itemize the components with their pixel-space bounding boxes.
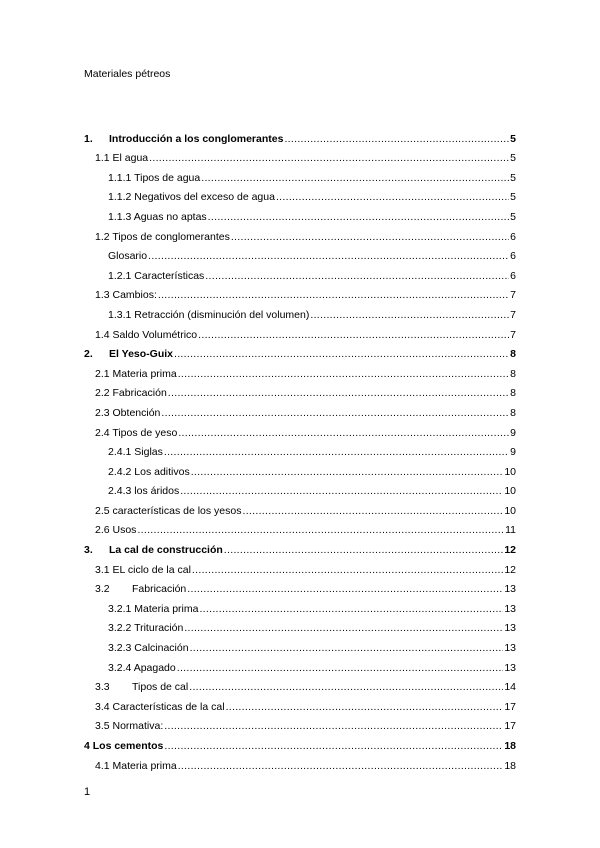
toc-entry-number: 1. bbox=[84, 132, 93, 145]
toc-entry-text: El Yeso-Guix bbox=[109, 348, 173, 361]
toc-entry-text: 1.2.1 Características bbox=[108, 269, 205, 282]
toc-entry-label bbox=[108, 172, 200, 184]
toc-entry-label bbox=[95, 583, 186, 595]
toc-entry-text: 3.5 Normativa: bbox=[95, 720, 164, 733]
toc-entry-text: 4 Los cementos bbox=[84, 740, 164, 752]
toc-entry[interactable] bbox=[84, 439, 516, 459]
toc-entry-label bbox=[95, 329, 197, 341]
toc-entry[interactable] bbox=[84, 732, 516, 752]
toc-entry-label bbox=[95, 407, 160, 419]
toc-entry-page: 18 bbox=[504, 759, 516, 772]
toc-entry-label bbox=[84, 133, 283, 145]
toc-entry-page: 10 bbox=[504, 485, 516, 498]
toc-entry[interactable] bbox=[84, 203, 516, 223]
toc-entry-text: 2.1 Materia prima bbox=[95, 367, 177, 380]
toc-dot-leader bbox=[208, 211, 509, 223]
toc-entry-page: 8 bbox=[510, 367, 516, 380]
toc-entry-label bbox=[95, 368, 177, 380]
toc-dot-leader bbox=[187, 583, 503, 595]
toc-entry-page: 7 bbox=[510, 328, 516, 341]
toc-entry[interactable] bbox=[84, 536, 516, 556]
toc-entry[interactable] bbox=[84, 654, 516, 674]
toc-entry-page: 12 bbox=[504, 563, 516, 576]
toc-dot-leader bbox=[174, 348, 509, 360]
toc-entry-label bbox=[108, 309, 309, 321]
toc-entry-label bbox=[108, 622, 183, 634]
toc-dot-leader bbox=[231, 231, 509, 243]
toc-entry-page: 5 bbox=[510, 171, 516, 184]
toc-entry-page: 12 bbox=[504, 544, 516, 557]
toc-entry-label bbox=[108, 485, 179, 497]
toc-entry-text: 2.2 Fabricación bbox=[95, 387, 167, 400]
toc-entry-text: 1.1 El agua bbox=[95, 152, 149, 165]
toc-entry-text: 3.1 EL ciclo de la cal bbox=[95, 563, 191, 576]
toc-entry-text: 2.6 Usos bbox=[95, 524, 137, 537]
toc-entry-text: 2.4 Tipos de yeso bbox=[95, 426, 178, 439]
toc-entry-label bbox=[108, 446, 163, 458]
toc-dot-leader bbox=[184, 622, 503, 634]
toc-entry-label bbox=[95, 505, 241, 517]
toc-entry-text: 1.4 Saldo Volumétrico bbox=[95, 328, 198, 341]
toc-entry-page: 6 bbox=[510, 250, 516, 263]
toc-entry-page: 8 bbox=[510, 406, 516, 419]
toc-entry[interactable] bbox=[84, 517, 516, 537]
toc-entry[interactable] bbox=[84, 360, 516, 380]
toc-entry-page: 17 bbox=[504, 700, 516, 713]
toc-entry-label bbox=[84, 544, 223, 556]
toc-entry-label bbox=[95, 152, 148, 164]
toc-dot-leader bbox=[178, 427, 509, 439]
toc-dot-leader bbox=[168, 387, 509, 399]
toc-entry-page: 18 bbox=[504, 740, 516, 752]
toc-entry-page: 6 bbox=[510, 230, 516, 243]
toc-entry[interactable] bbox=[84, 674, 516, 694]
toc-entry-text: 1.3 Cambios: bbox=[95, 289, 157, 302]
toc-entry[interactable] bbox=[84, 321, 516, 341]
toc-entry-label bbox=[108, 662, 176, 674]
toc-entry-text: 2.4.3 los áridos bbox=[108, 485, 180, 498]
toc-entry-label bbox=[108, 191, 275, 203]
toc-entry[interactable] bbox=[84, 497, 516, 517]
toc-entry-text: 1.3.1 Retracción (disminución del volumen) bbox=[108, 308, 310, 321]
toc-entry-label bbox=[95, 681, 188, 693]
toc-entry-text: 3.2.3 Calcinación bbox=[108, 642, 189, 655]
toc-entry-text: Fabricación bbox=[132, 583, 187, 596]
toc-dot-leader bbox=[180, 485, 503, 497]
toc-dot-leader bbox=[224, 544, 504, 556]
toc-entry-label bbox=[95, 701, 225, 713]
toc-entry-label bbox=[108, 270, 204, 282]
toc-entry[interactable] bbox=[84, 752, 516, 772]
toc-dot-leader bbox=[199, 603, 503, 615]
toc-entry-page: 13 bbox=[504, 602, 516, 615]
toc-dot-leader bbox=[164, 446, 509, 458]
toc-entry-label bbox=[95, 760, 177, 772]
toc-entry-text: 2.3 Obtención bbox=[95, 406, 161, 419]
toc-dot-leader bbox=[189, 681, 503, 693]
toc-entry-page: 5 bbox=[510, 191, 516, 204]
toc-dot-leader bbox=[242, 505, 503, 517]
toc-entry[interactable] bbox=[84, 301, 516, 321]
toc-entry-label bbox=[108, 603, 198, 615]
toc-entry-page: 7 bbox=[510, 289, 516, 302]
toc-dot-leader bbox=[276, 191, 509, 203]
toc-entry[interactable] bbox=[84, 693, 516, 713]
toc-entry-page: 6 bbox=[510, 269, 516, 282]
toc-entry[interactable] bbox=[84, 380, 516, 400]
toc-entry-label bbox=[95, 524, 136, 536]
toc-entry[interactable] bbox=[84, 341, 516, 361]
toc-entry-label bbox=[95, 720, 163, 732]
toc-entry-text: 1.2 Tipos de conglomerantes bbox=[95, 230, 230, 243]
toc-entry[interactable] bbox=[84, 399, 516, 419]
toc-entry-label bbox=[108, 250, 147, 262]
toc-entry-text: 1.1.2 Negativos del exceso de agua bbox=[108, 191, 275, 204]
toc-entry-page: 5 bbox=[510, 210, 516, 223]
toc-entry-page: 7 bbox=[510, 308, 516, 321]
toc-entry[interactable] bbox=[84, 634, 516, 654]
toc-dot-leader bbox=[148, 250, 509, 262]
toc-dot-leader bbox=[284, 133, 509, 145]
toc-dot-leader bbox=[177, 662, 504, 674]
toc-entry[interactable] bbox=[84, 184, 516, 204]
toc-entry-page: 13 bbox=[504, 642, 516, 655]
page-number: 1 bbox=[84, 786, 91, 798]
toc-entry[interactable] bbox=[84, 595, 516, 615]
toc-entry-text: 3.2.1 Materia prima bbox=[108, 602, 199, 615]
toc-dot-leader bbox=[149, 152, 509, 164]
toc-entry-page: 5 bbox=[510, 132, 516, 145]
toc-entry-text: 2.5 características de los yesos bbox=[95, 504, 242, 517]
toc-entry-text: Tipos de cal bbox=[132, 681, 189, 694]
toc-entry-page: 11 bbox=[505, 524, 516, 537]
toc-dot-leader bbox=[201, 172, 509, 184]
toc-entry-label bbox=[108, 466, 190, 478]
toc-dot-leader bbox=[190, 642, 504, 654]
toc-entry-number: 3.2 bbox=[95, 583, 110, 596]
toc-dot-leader bbox=[192, 564, 503, 576]
toc-entry[interactable] bbox=[84, 243, 516, 263]
toc-dot-leader bbox=[310, 309, 509, 321]
toc-entry-text: 3.2.2 Trituración bbox=[108, 622, 184, 635]
toc-entry[interactable] bbox=[84, 419, 516, 439]
toc-entry[interactable] bbox=[84, 478, 516, 498]
toc-entry-number: 2. bbox=[84, 348, 93, 361]
toc-entry[interactable] bbox=[84, 556, 516, 576]
toc-entry-page: 14 bbox=[504, 681, 516, 694]
toc-entry-page: 13 bbox=[504, 622, 516, 635]
toc-entry-label bbox=[95, 427, 177, 439]
toc-entry-label bbox=[84, 348, 173, 360]
toc-dot-leader bbox=[137, 524, 504, 536]
toc-dot-leader bbox=[158, 289, 509, 301]
toc-entry[interactable] bbox=[84, 262, 516, 282]
toc-entry-text: 1.1.3 Aguas no aptas bbox=[108, 210, 207, 223]
toc-entry-label bbox=[108, 642, 189, 654]
toc-entry-label bbox=[95, 387, 167, 399]
toc-dot-leader bbox=[161, 407, 509, 419]
toc-entry-page: 9 bbox=[510, 426, 516, 439]
toc-entry-page: 9 bbox=[510, 446, 516, 459]
toc-entry-page: 13 bbox=[504, 661, 516, 674]
toc-entry[interactable] bbox=[84, 282, 516, 302]
toc-entry[interactable] bbox=[84, 125, 516, 145]
toc-entry-text: 2.4.1 Siglas bbox=[108, 446, 163, 459]
toc-dot-leader bbox=[226, 701, 504, 713]
table-of-contents bbox=[84, 125, 516, 772]
toc-entry-label bbox=[108, 211, 207, 223]
toc-entry[interactable] bbox=[84, 145, 516, 165]
toc-dot-leader bbox=[205, 270, 509, 282]
toc-entry-page: 10 bbox=[504, 504, 516, 517]
toc-dot-leader bbox=[198, 329, 509, 341]
toc-entry-label bbox=[95, 289, 157, 301]
toc-entry[interactable] bbox=[84, 164, 516, 184]
toc-entry-label bbox=[95, 564, 191, 576]
toc-entry-text: 2.4.2 Los aditivos bbox=[108, 465, 190, 478]
toc-entry[interactable] bbox=[84, 458, 516, 478]
toc-dot-leader bbox=[191, 466, 504, 478]
toc-entry-number: 3.3 bbox=[95, 681, 110, 694]
toc-entry-page: 5 bbox=[510, 152, 516, 165]
toc-entry-page: 8 bbox=[510, 387, 516, 400]
toc-entry-number: 3. bbox=[84, 544, 93, 557]
toc-entry-label bbox=[95, 231, 230, 243]
toc-entry[interactable] bbox=[84, 576, 516, 596]
toc-entry-page: 10 bbox=[504, 465, 516, 478]
toc-entry-page: 17 bbox=[504, 720, 516, 733]
toc-entry-text: Introducción a los conglomerantes bbox=[109, 132, 284, 145]
toc-entry[interactable] bbox=[84, 223, 516, 243]
toc-entry-label bbox=[84, 740, 163, 752]
toc-entry-page: 8 bbox=[510, 348, 516, 361]
toc-entry-page: 13 bbox=[504, 583, 516, 596]
toc-entry-text: 1.1.1 Tipos de agua bbox=[108, 171, 201, 184]
toc-entry-text: 3.2.4 Apagado bbox=[108, 661, 176, 674]
toc-entry-text: Glosario bbox=[108, 250, 148, 263]
page-header: Materiales pétreos bbox=[84, 68, 171, 80]
toc-dot-leader bbox=[178, 368, 509, 380]
toc-dot-leader bbox=[164, 720, 503, 732]
toc-entry-text: 4.1 Materia prima bbox=[95, 759, 177, 772]
toc-entry[interactable] bbox=[84, 713, 516, 733]
toc-entry-text: La cal de construcción bbox=[109, 544, 223, 557]
toc-dot-leader bbox=[178, 760, 504, 772]
toc-entry-text: 3.4 Características de la cal bbox=[95, 700, 225, 713]
toc-dot-leader bbox=[164, 740, 503, 752]
toc-entry[interactable] bbox=[84, 615, 516, 635]
